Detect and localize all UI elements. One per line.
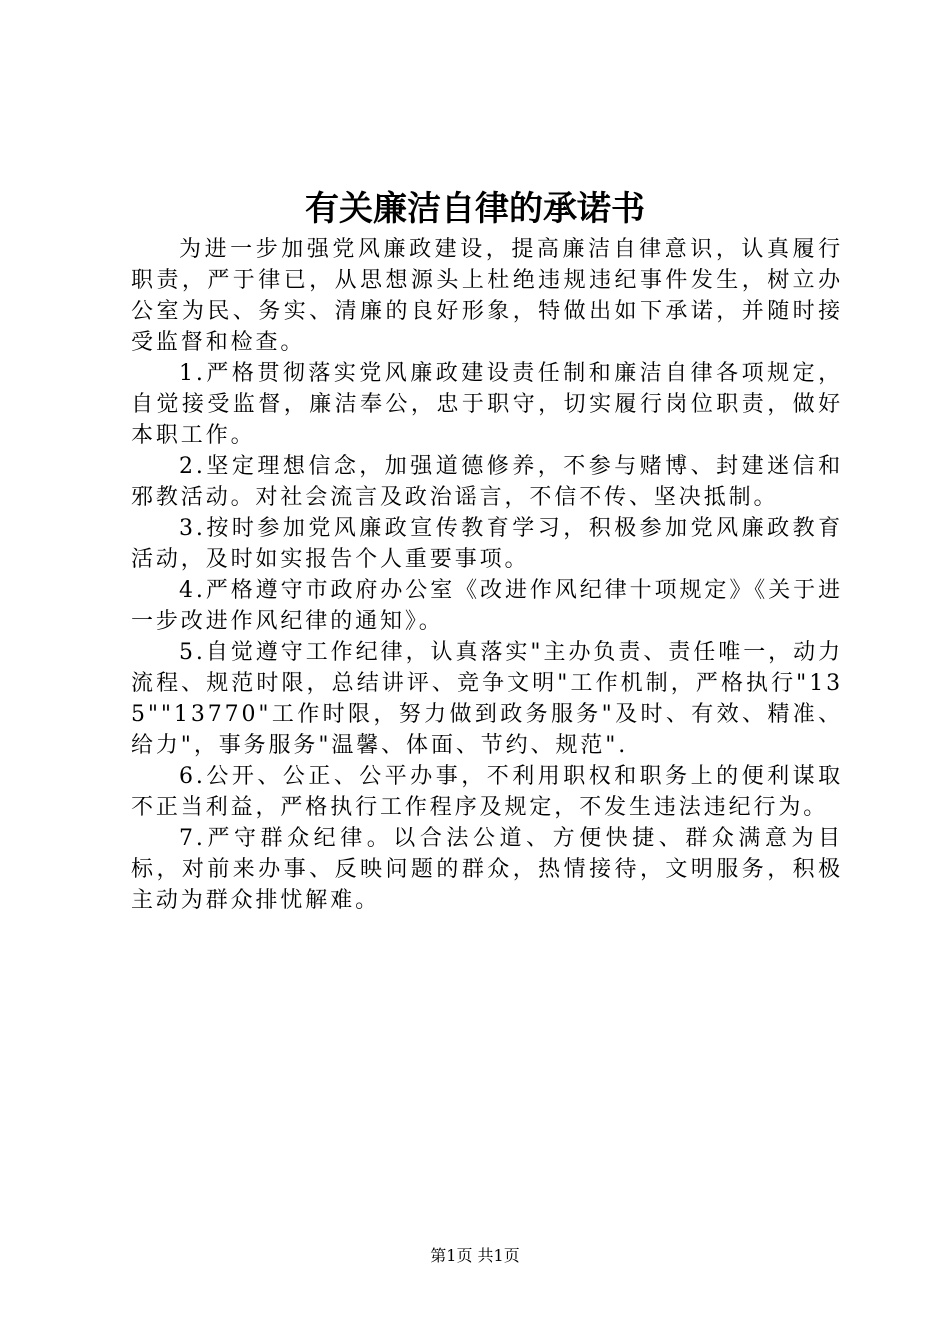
commitment-item-4: 4.严格遵守市政府办公室《改进作风纪律十项规定》《关于进一步改进作风纪律的通知》。 (131, 578, 843, 634)
document-body (131, 234, 843, 916)
commitment-item-7: 7.严守群众纪律。以合法公道、方便快捷、群众满意为目标，对前来办事、反映问题的群众，热情接待，文明服务，积极主动为群众排忧解难。 (131, 826, 843, 913)
commitment-item-1: 1.严格贯彻落实党风廉政建设责任制和廉洁自律各项规定，自觉接受监督，廉洁奉公，忠于职守，切实履行岗位职责，做好本职工作。 (131, 361, 843, 448)
commitment-item-2: 2.坚定理想信念，加强道德修养，不参与赌博、封建迷信和邪教活动。对社会流言及政治谣言，不信不传、坚决抵制。 (131, 454, 843, 510)
commitment-item-3: 3.按时参加党风廉政宣传教育学习，积极参加党风廉政教育活动，及时如实报告个人重要事项。 (131, 516, 843, 572)
page-footer: 第1页 共1页 (430, 1246, 520, 1265)
commitment-item-6: 6.公开、公正、公平办事，不利用职权和职务上的便利谋取不正当利益，严格执行工作程序及规定，不发生违法违纪行为。 (131, 764, 843, 820)
commitment-item-5: 5.自觉遵守工作纪律，认真落实"主办负责、责任唯一，动力流程、规范时限，总结讲评、竞争文明"工作机制，严格执行"135""13770"工作时限，努力做到政务服务"及时、有效、精准、给力"，事务服务"温馨、体面、节约、规范". (131, 640, 843, 758)
document-title: 有关廉洁自律的承诺书 (305, 189, 645, 229)
intro-paragraph: 为进一步加强党风廉政建设，提高廉洁自律意识，认真履行职责，严于律已，从思想源头上杜绝违规违纪事件发生，树立办公室为民、务实、清廉的良好形象，特做出如下承诺，并随时接受监督和检查。 (131, 237, 843, 355)
